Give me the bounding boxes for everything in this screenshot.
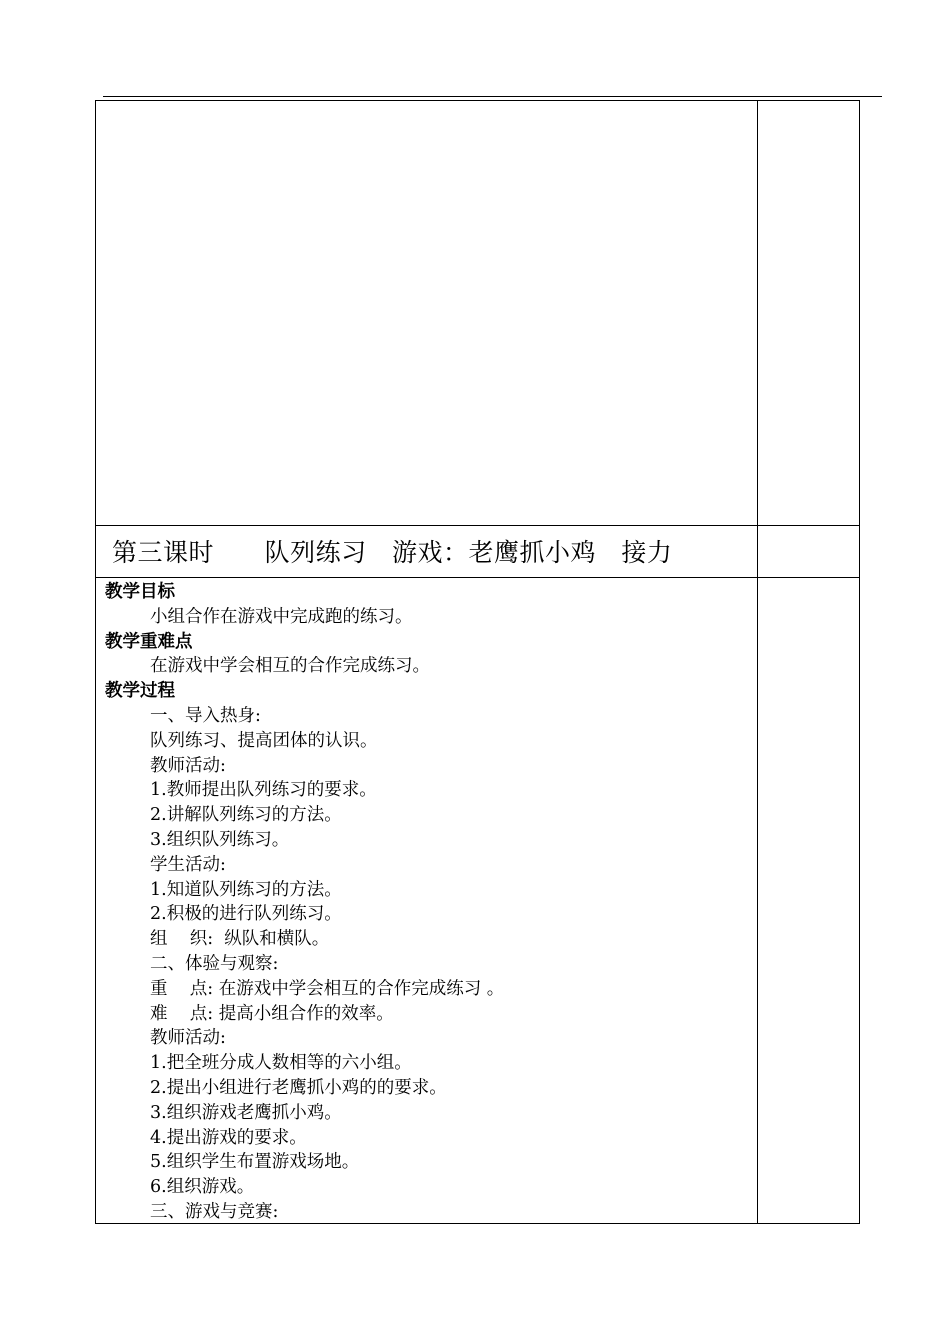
content-line: 重 点: 在游戏中学会相互的合作完成练习 。 [150,978,505,999]
content-line: 学生活动: [150,854,226,875]
content-line: 5.组织学生布置游戏场地。 [150,1152,360,1173]
content-line: 3.组织队列练习。 [150,829,290,850]
section-heading: 教学重难点 [105,631,193,652]
content-line: 二、体验与观察: [150,953,279,974]
content-line: 6.组织游戏。 [150,1177,255,1198]
lesson-content [96,577,757,1225]
content-line: 教师活动: [150,1028,226,1049]
lesson-plan-table [95,100,860,1224]
lesson-title-cell [96,525,757,577]
content-line: 3.组织游戏老鹰抓小鸡。 [150,1102,342,1123]
content-line: 2.积极的进行队列练习。 [150,904,342,925]
content-line: 1.把全班分成人数相等的六小组。 [150,1053,412,1074]
content-line: 三、游戏与竞赛: [150,1201,279,1222]
content-line: 2.提出小组进行老鹰抓小鸡的的要求。 [150,1077,447,1098]
section-heading: 教学过程 [105,681,175,702]
section-heading: 教学目标 [105,582,175,602]
content-line: 在游戏中学会相互的合作完成练习。 [150,656,430,677]
page-header-rule [103,96,882,97]
table-column-divider [757,101,758,1223]
content-line: 组 织: 纵队和横队。 [150,929,330,950]
content-line: 队列练习、提高团体的认识。 [150,730,378,751]
content-line: 4.提出游戏的要求。 [150,1127,307,1148]
content-line: 难 点: 提高小组合作的效率。 [150,1003,394,1024]
content-line: 1.知道队列练习的方法。 [150,879,342,900]
content-line: 一、导入热身: [150,705,261,726]
content-line: 1.教师提出队列练习的要求。 [150,780,377,801]
lesson-title: 第三课时 队列练习 游戏：老鹰抓小鸡 接力 [112,538,673,567]
content-line: 教师活动: [150,755,226,776]
content-line: 2.讲解队列练习的方法。 [150,805,342,826]
content-line: 小组合作在游戏中完成跑的练习。 [150,606,413,627]
